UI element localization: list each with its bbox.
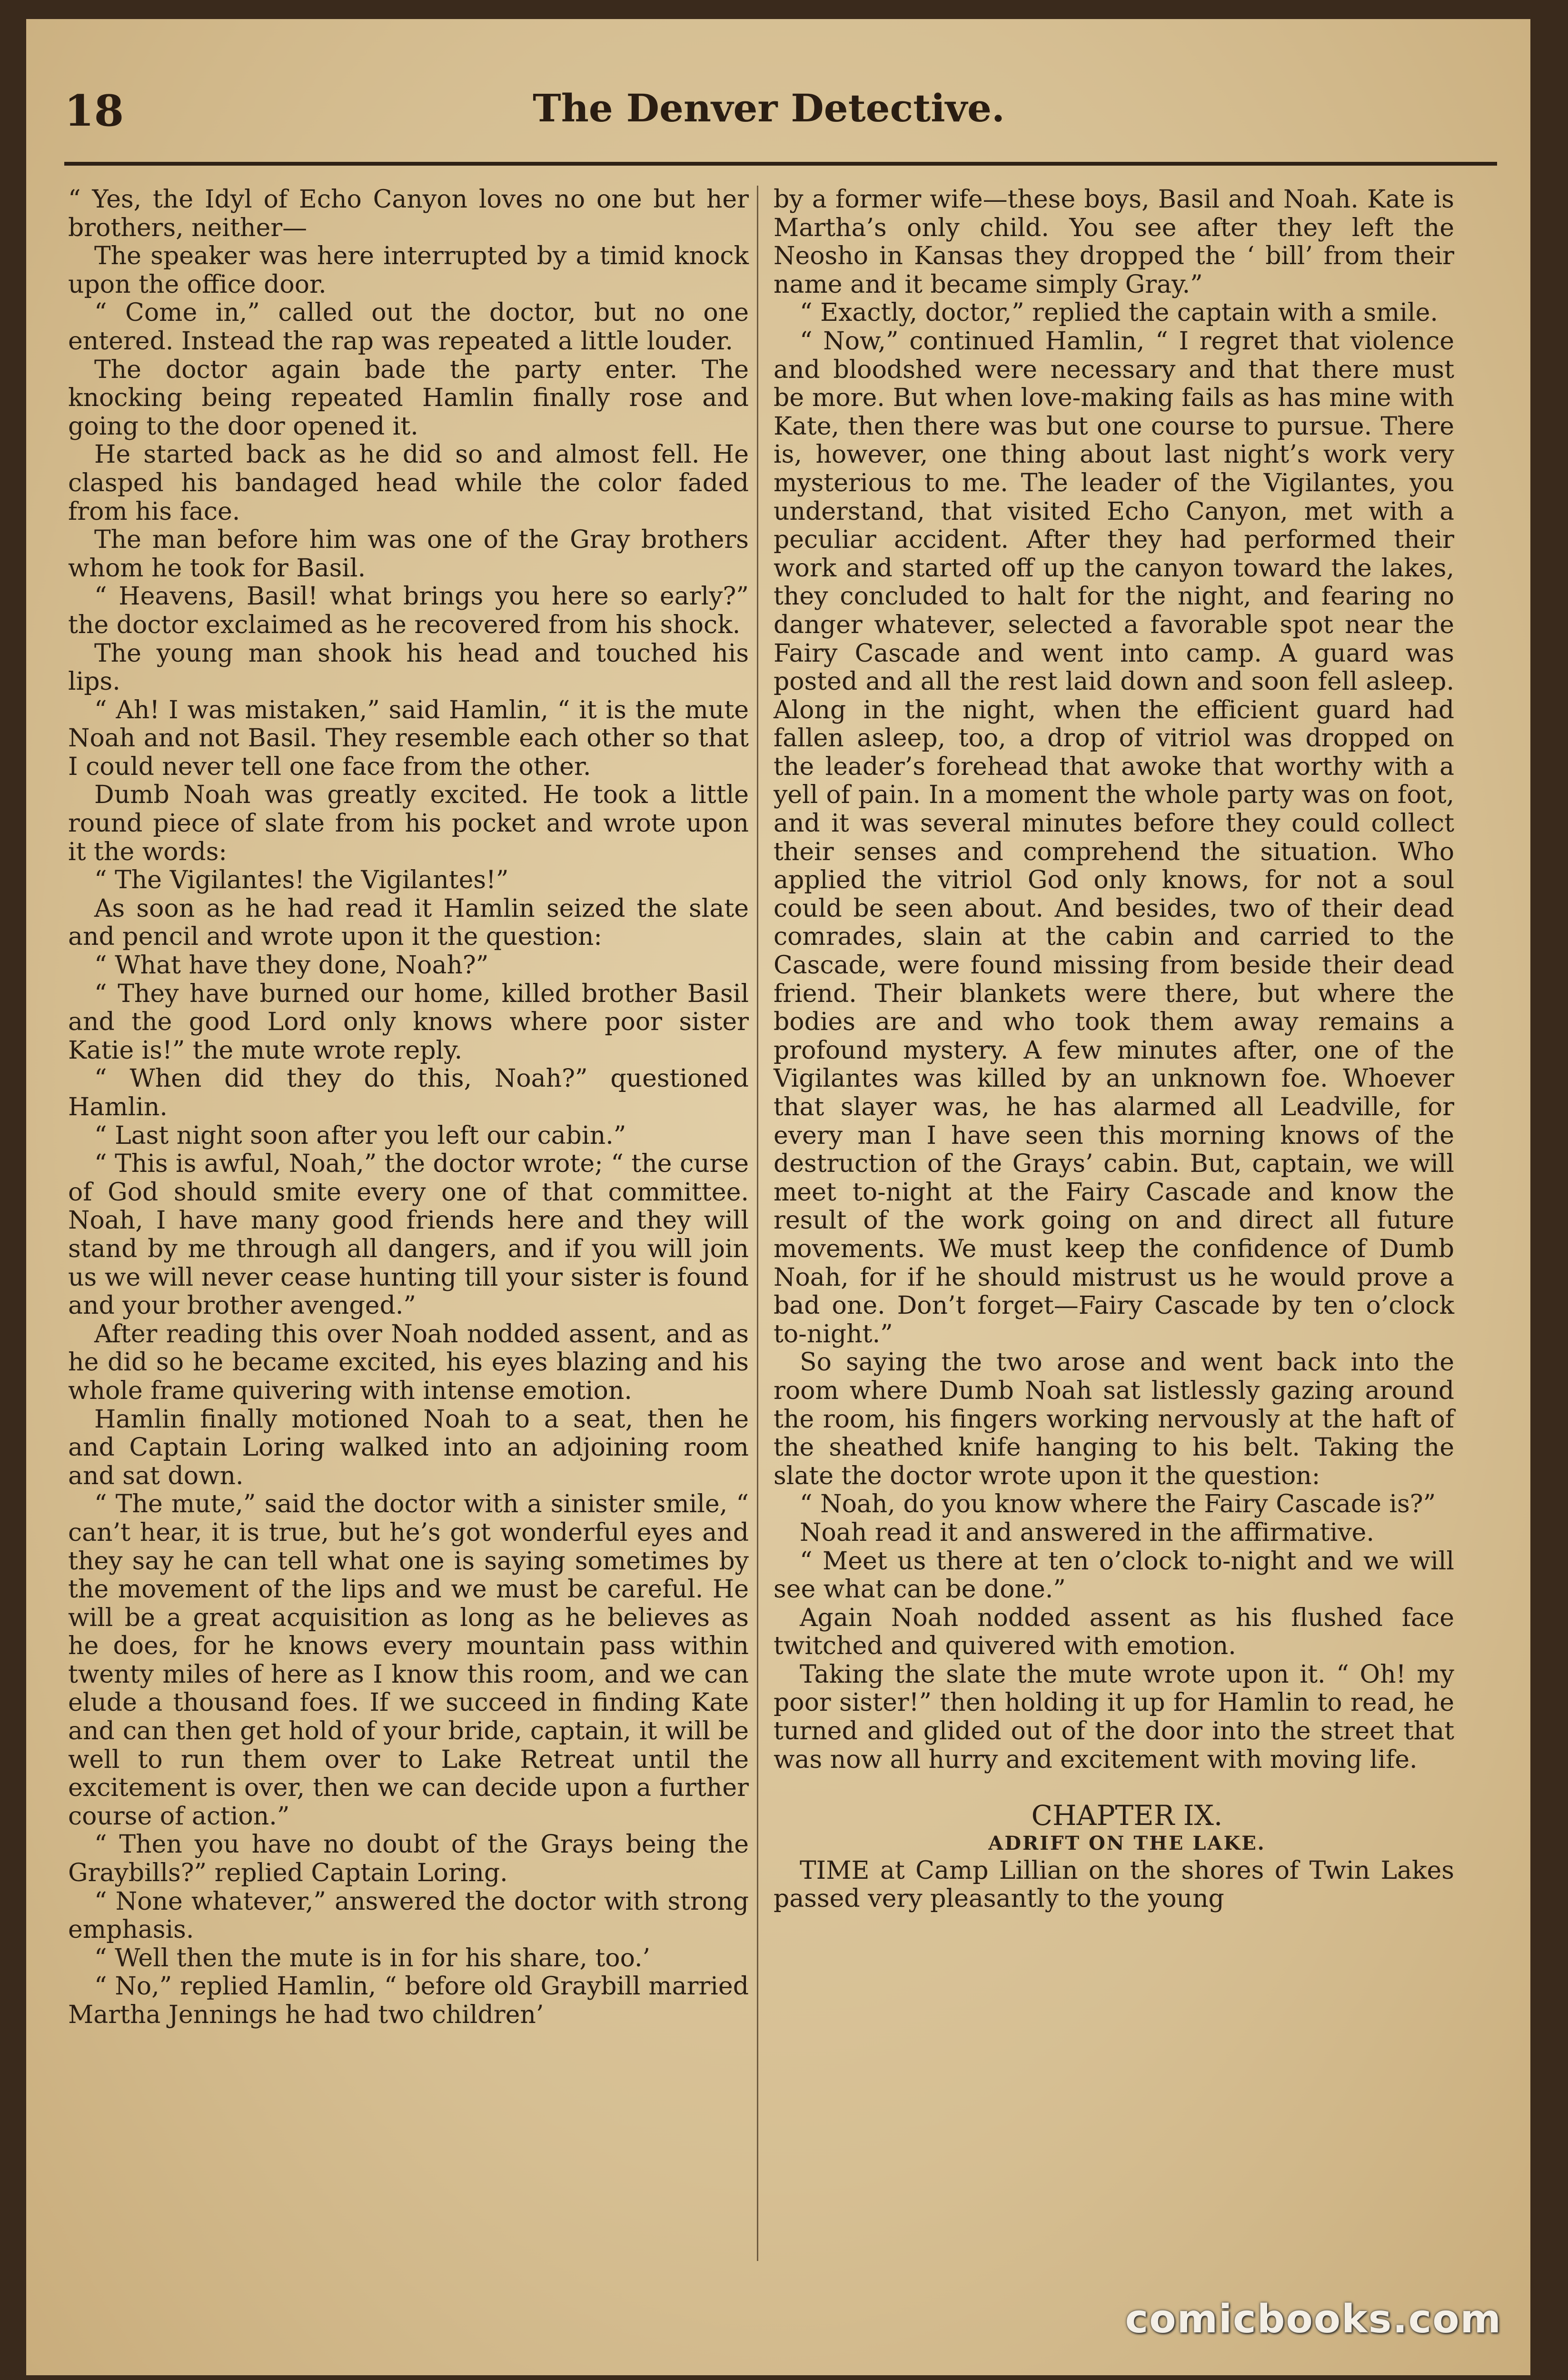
paragraph: “ Well then the mute is in for his share, too.’ bbox=[94, 1944, 651, 1973]
paragraph: TIME at Camp Lillian on the shores of Twin Lakes passed very pleasantly to the young bbox=[774, 1856, 1454, 1914]
paragraph: “ Ah! I was mistaken,” said Hamlin, “ it is the mute Noah and not Basil. They resemble each other so that I could never tell one face from the other. bbox=[68, 695, 749, 781]
paragraph: Noah read it and answered in the affirmative. bbox=[800, 1518, 1374, 1547]
paragraph: As soon as he had read it Hamlin seized the slate and pencil and wrote upon it the question: bbox=[68, 894, 749, 952]
paragraph: He started back as he did so and almost fell. He clasped his bandaged head while the color faded from his face. bbox=[68, 440, 749, 526]
paragraph: “ Meet us there at ten o’clock to-night and we will see what can be done.” bbox=[774, 1547, 1454, 1604]
left-column bbox=[68, 186, 749, 2030]
paragraph: The doctor again bade the party enter. The knocking being repeated Hamlin finally rose and going to the door opened it. bbox=[68, 355, 749, 441]
paragraph: “ What have they done, Noah?” bbox=[94, 951, 489, 980]
paragraph: “ Then you have no doubt of the Grays being the Graybills?” replied Captain Loring. bbox=[68, 1830, 749, 1888]
page-header bbox=[64, 86, 1473, 157]
watermark: comicbooks.com bbox=[1125, 2297, 1502, 2342]
paragraph: “ The Vigilantes! the Vigilantes!” bbox=[94, 866, 509, 895]
paragraph: “ Heavens, Basil! what brings you here so early?” the doctor exclaimed as he recovered from his shock. bbox=[68, 582, 749, 639]
column-divider bbox=[757, 186, 758, 2261]
paragraph: The man before him was one of the Gray brothers whom he took for Basil. bbox=[68, 526, 749, 583]
page-number: 18 bbox=[64, 86, 124, 136]
paragraph: “ This is awful, Noah,” the doctor wrote; “ the curse of God should smite every one of that committee. Noah, I have many good friends here and they will stand by me through all dangers, and if you will join us we will never cease hunting till your sister is found and your brother avenged.” bbox=[68, 1150, 749, 1320]
paragraph: by a former wife—these boys, Basil and Noah. Kate is Martha’s only child. You see after they left the Neosho in Kansas they dropped the ‘ bill’ from their name and it became simply Gray.” bbox=[774, 185, 1454, 299]
paragraph: “ No,” replied Hamlin, “ before old Graybill married Martha Jennings he had two children’ bbox=[68, 1972, 749, 2029]
newspaper-page bbox=[26, 19, 1530, 2375]
chapter-title: CHAPTER IX. bbox=[1031, 1799, 1223, 1832]
right-column bbox=[774, 186, 1454, 1914]
paragraph: “ Come in,” called out the doctor, but no one entered. Instead the rap was repeated a little louder. bbox=[68, 298, 749, 356]
header-rule bbox=[64, 162, 1497, 166]
paragraph: Taking the slate the mute wrote upon it. “ Oh! my poor sister!” then holding it up for Hamlin to read, he turned and glided out of the door into the street that was now all hurry and excitement with moving life. bbox=[774, 1660, 1454, 1774]
paragraph: The speaker was here interrupted by a timid knock upon the office door. bbox=[68, 242, 749, 299]
paragraph: “ None whatever,” answered the doctor with strong emphasis. bbox=[68, 1887, 749, 1944]
chapter-subtitle: ADRIFT ON THE LAKE. bbox=[988, 1832, 1266, 1854]
paragraph: Hamlin finally motioned Noah to a seat, then he and Captain Loring walked into an adjoining room and sat down. bbox=[68, 1405, 749, 1490]
paragraph: “ Last night soon after you left our cabin.” bbox=[94, 1121, 626, 1150]
paragraph: “ Noah, do you know where the Fairy Cascade is?” bbox=[800, 1490, 1436, 1519]
paragraph: “ Yes, the Idyl of Echo Canyon loves no one but her brothers, neither— bbox=[68, 185, 749, 242]
publication-title: The Denver Detective. bbox=[533, 86, 1005, 130]
paragraph: “ Exactly, doctor,” replied the captain with a smile. bbox=[800, 298, 1438, 327]
paragraph: “ Now,” continued Hamlin, “ I regret that violence and bloodshed were necessary and that there must be more. But when love-making fails as has mine with Kate, then there was but one course to pursue. There is, however, one thing about last night’s work very mysterious to me. The leader of the Vigilantes, you understand, that visited Echo Canyon, met with a peculiar accident. After they had performed their work and started off up the canyon toward the lakes, they concluded to halt for the night, and fearing no danger whatever, selected a favorable spot near the Fairy Cascade and went into camp. A guard was posted and all the rest laid down and soon fell asleep. Along in the night, when the efficient guard had fallen asleep, too, a drop of vitriol was dropped on the leader’s forehead that awoke that worthy with a yell of pain. In a moment the whole party was on foot, and it was several minutes before they could collect their senses and comprehend the situation. Who applied the vitriol God only knows, for not a soul could be seen about. And besides, two of their dead comrades, slain at the cabin and carried to the Cascade, were found missing from beside their dead friend. Their blankets were there, but where the bodies are and who took them away remains a profound mystery. A few minutes after, one of the Vigilantes was killed by an unknown foe. Whoever that slayer was, he has alarmed all Leadville, for every man I have seen this morning knows of the destruction of the Grays’ cabin. But, captain, we will meet to-night at the Fairy Cascade and know the result of the work going on and direct all future movements. We must keep the confidence of Dumb Noah, for if he should mistrust us he would prove a bad one. Don’t forget—Fairy Cascade by ten o’clock to-night.” bbox=[774, 327, 1454, 1349]
paragraph: Dumb Noah was greatly excited. He took a little round piece of slate from his pocket and wrote upon it the words: bbox=[68, 781, 749, 866]
paragraph: After reading this over Noah nodded assent, and as he did so he became excited, his eyes blazing and his whole frame quivering with intense emotion. bbox=[68, 1319, 749, 1405]
paragraph: The young man shook his head and touched his lips. bbox=[68, 639, 749, 696]
paragraph: “ The mute,” said the doctor with a sinister smile, “ can’t hear, it is true, but he’s got wonderful eyes and they say he can tell what one is saying sometimes by the movement of the lips and we must be careful. He will be a great acquisition as long as he believes as he does, for he knows every mountain pass within twenty miles of here as I know this room, and we can elude a thousand foes. If we succeed in finding Kate and can then get hold of your bride, captain, it will be well to run them over to Lake Retreat until the excitement is over, then we can decide upon a further course of action.” bbox=[68, 1490, 749, 1831]
paragraph: Again Noah nodded assent as his flushed face twitched and quivered with emotion. bbox=[774, 1603, 1454, 1661]
paragraph: So saying the two arose and went back into the room where Dumb Noah sat listlessly gazing around the room, his fingers working nervously at the haft of the sheathed knife hanging to his belt. Taking the slate the doctor wrote upon it the question: bbox=[774, 1348, 1454, 1490]
paragraph: “ They have burned our home, killed brother Basil and the good Lord only knows where poor sister Katie is!” the mute wrote reply. bbox=[68, 979, 749, 1065]
paragraph: “ When did they do this, Noah?” questioned Hamlin. bbox=[68, 1064, 749, 1121]
